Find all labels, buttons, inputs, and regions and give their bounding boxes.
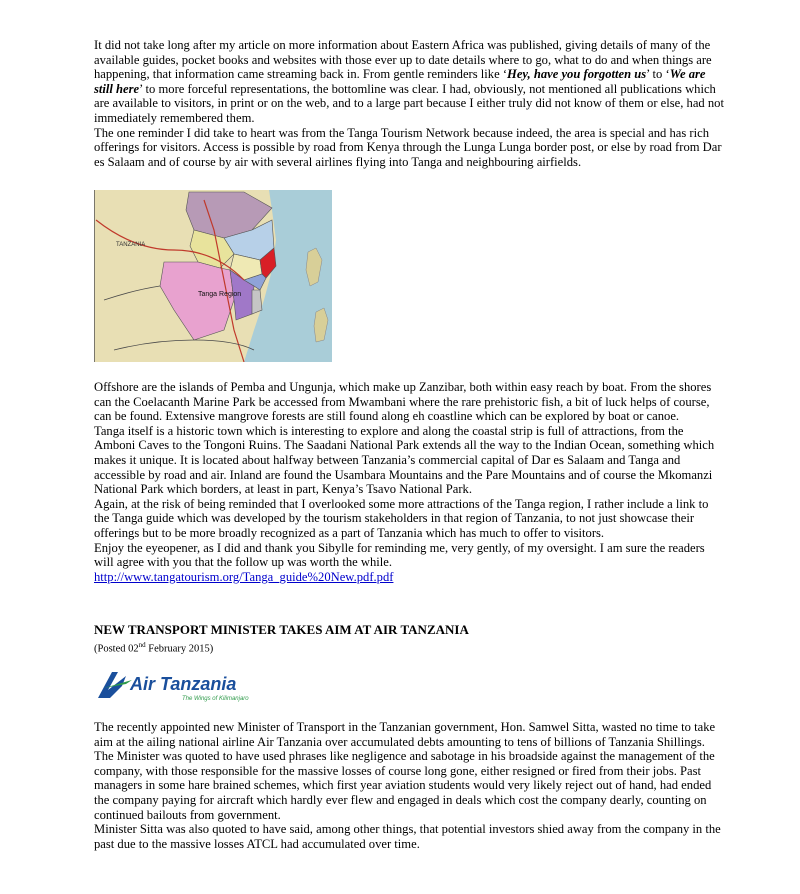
article1-body — [94, 380, 724, 584]
logo-tagline: The Wings of Kilimanjaro — [182, 696, 249, 702]
article1-intro — [94, 38, 724, 169]
logo-wordmark: Air Tanzania — [130, 674, 237, 694]
quote-emphasis: We are still here — [94, 67, 706, 96]
paragraph: The one reminder I did take to heart was from the Tanga Tourism Network because indeed, the area is special and has rich offerings for visitors. Access is possible by road from Kenya through the Lunga Lunga border post, or else by road from Dar es Salaam and of course by air with several airlines flying into Tanga and neighbouring airfields. — [94, 125, 722, 169]
tanga-region-map — [94, 190, 332, 362]
paragraph: The Minister was quoted to have used phrases like negligence and sabotage in his broadside against the management of the company, with those responsible for the massive losses of course long gone, either resigned or fired from their jobs. Past managers in some hare brained schemes, which first year aviation students would very likely reject out of hand, had ended the company paying for aircraft which hardly ever flew and engaged in deals which cost the company dearly, counting on continued bailouts from government. — [94, 749, 715, 822]
quote-emphasis: Hey, have you forgotten us — [507, 67, 647, 82]
map-country-label: TANZANIA — [116, 242, 146, 248]
paragraph: Tanga itself is a historic town which is interesting to explore and along the coastal strip is full of attractions, from the Amboni Caves to the Tongoni Ruins. The Saadani National Park extends all the way to the Indian Ocean, something which makes it unique. It is located about halfway between Tanzania’s commercial capital of Dar es Salaam and Tanga and accessible by road and air. Inland are found the Usambara Mountains and the Pare Mountains and of course the Mkomanzi National Park which borders, at least in part, Kenya’s Tsavo National Park. — [94, 423, 715, 497]
post-date: (Posted 02nd February 2015) — [94, 641, 214, 655]
paragraph: It did not take long after my article on more information about Eastern Africa was published, giving details of many of the available guides, pocket books and websites with those ever up to date details where to go, what to do and when things are happening, that information came streaming back in. From gentle reminders like ‘Hey, have you forgotten us’ to ‘We are still here’ to more forceful representations, the bottomline was clear. I had, obviously, not mentioned all publications which are available to visitors, in print or on the web, and to a large part because I either truly did not know of them or else, had not immediately remembered them. — [94, 38, 724, 125]
paragraph: The recently appointed new Minister of Transport in the Tanzanian government, Hon. Samwel Sitta, wasted no time to take aim at the ailing national airline Air Tanzania over accumulated debts amounting to tens of billions of Tanzania Shillings. — [94, 720, 716, 749]
article2-headline: NEW TRANSPORT MINISTER TAKES AIM AT AIR TANZANIA — [94, 622, 469, 637]
paragraph: Again, at the risk of being reminded that I overlooked some more attractions of the Tanga region, I rather include a link to the Tanga guide which was developed by the tourism stakeholders in that region of Tanzania, to not just showcase their offerings but to be more broadly recognized as a part of Tanzania which has much to offer to visitors. — [94, 496, 709, 540]
map-region-label: Tanga Region — [198, 291, 242, 298]
paragraph: Offshore are the islands of Pemba and Ungunja, which make up Zanzibar, both within easy reach by boat. From the shores can the Coelacanth Marine Park be accessed from Mwambani where the rare prehistoric fish, a bit of luck helps of course, can be found. Extensive mangrove forests are still found along eh coastline which can be explored by boat or canoe. — [94, 380, 712, 424]
tanga-guide-link[interactable]: http://www.tangatourism.org/Tanga_guide%20New.pdf.pdf — [94, 569, 394, 584]
air-tanzania-logo — [96, 668, 276, 704]
paragraph: Minister Sitta was also quoted to have said, among other things, that potential investors shied away from the company in the past due to the massive losses ATCL had accumulated over time. — [94, 822, 721, 851]
paragraph: Enjoy the eyeopener, as I did and thank you Sibylle for reminding me, very gently, of my oversight. I am sure the readers will agree with you that the follow up was worth the while. — [94, 540, 705, 570]
article2-body — [94, 720, 724, 851]
